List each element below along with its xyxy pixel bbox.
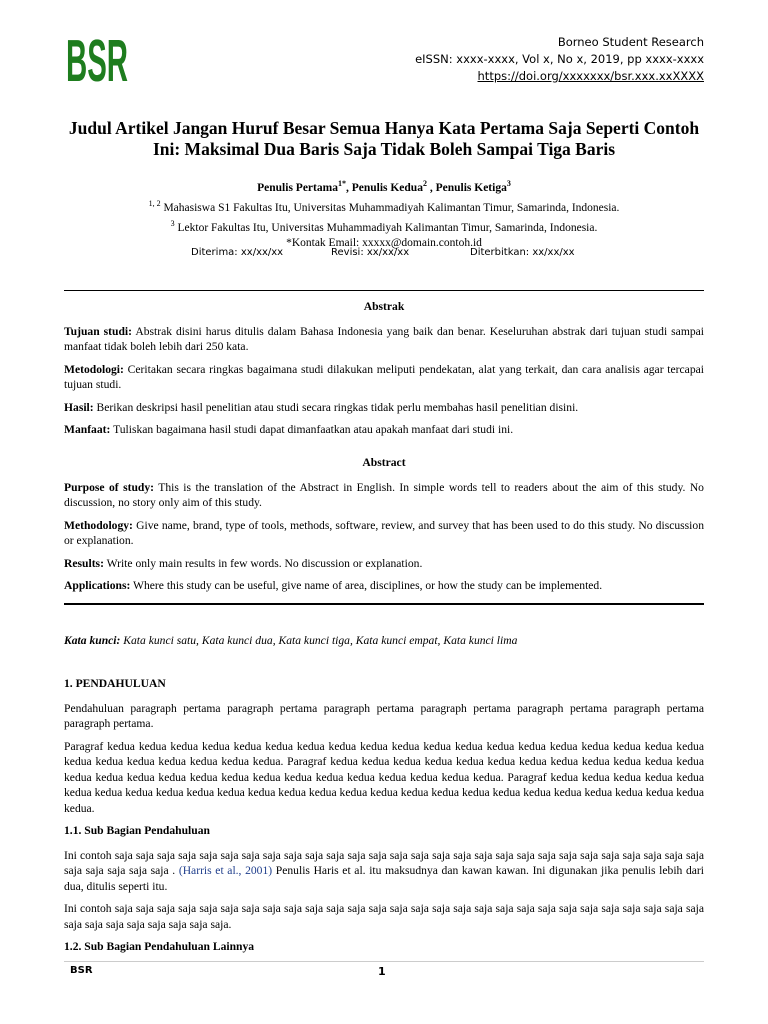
affiliation-1 xyxy=(64,196,704,216)
paragraph: Paragraf kedua kedua kedua kedua kedua kedua kedua kedua kedua kedua kedua kedua kedua kedua kedua kedua kedua kedua kedua kedua kedua kedua kedua kedua kedua kedua. Paragraf kedua kedua kedua kedua kedua kedua kedua kedua kedua kedua kedua kedua kedua kedua kedua kedua kedua kedua kedua kedua kedua kedua kedua kedua kedua kedua. Paragraf kedua kedua kedua kedua kedua kedua kedua kedua kedua kedua kedua kedua kedua kedua kedua kedua kedua kedua kedua kedua kedua kedua kedua kedua kedua kedua kedua. xyxy=(64,739,704,815)
author-3: , Penulis Ketiga xyxy=(426,181,507,194)
author-3-sup: 3 xyxy=(506,179,511,188)
keywords xyxy=(64,634,704,647)
citation-link[interactable]: (Harris et al., 2001) xyxy=(178,864,273,877)
paragraph xyxy=(64,848,704,895)
author-1-sup: 1* xyxy=(337,179,346,188)
affiliation-1-text: Mahasiswa S1 Fakultas Itu, Universitas Muhammadiyah Kalimantan Timur, Samarinda, Indonesia. xyxy=(163,201,620,214)
date-revised: Revisi: xx/xx/xx xyxy=(331,247,410,258)
subsection-heading: 1.1. Sub Bagian Pendahuluan xyxy=(64,824,210,837)
author-2-sup: 2 xyxy=(422,179,427,188)
author-names xyxy=(64,176,704,196)
abstract-text: This is the translation of the Abstract in English. In simple words tell to readers about the aim of this study. No discussion, no story only aim of this study. xyxy=(64,480,704,509)
abstrak-label: Hasil: xyxy=(64,400,94,414)
abstrak-section xyxy=(64,299,704,445)
abstrak-text: Tuliskan bagaimana hasil studi dapat dimanfaatkan atau apakah manfaat dari studi ini. xyxy=(110,423,514,436)
author-1: Penulis Pertama xyxy=(257,181,338,194)
section-heading: 1. PENDAHULUAN xyxy=(64,677,166,690)
abstrak-heading: Abstrak xyxy=(363,300,405,313)
abstract-section xyxy=(64,455,704,601)
keywords-text: Kata kunci satu, Kata kunci dua, Kata kunci tiga, Kata kunci empat, Kata kunci lima xyxy=(120,634,518,647)
contact-email: *Kontak Email: xxxxx@domain.contoh.id xyxy=(286,237,482,250)
paragraph-text: Penulis Haris et al. itu maksudnya dan kawan kawan. Ini digunakan jika penulis lebih dari dua, ditulis seperti itu. xyxy=(64,864,704,893)
author-2: , Penulis Kedua xyxy=(345,181,423,194)
page-number: 1 xyxy=(378,965,386,978)
date-received: Diterima: xx/xx/xx xyxy=(191,247,284,258)
abstract-item xyxy=(64,480,704,511)
abstrak-label: Tujuan studi: xyxy=(64,324,132,338)
author-block xyxy=(64,176,704,251)
article-title: Judul Artikel Jangan Huruf Besar Semua Hanya Kata Pertama Saja Seperti Contoh Ini: Maksimal Dua Baris Saja Tidak Boleh Sampai Tiga Baris xyxy=(68,118,700,159)
divider-top xyxy=(64,290,704,291)
footer-journal: BSR xyxy=(70,965,93,976)
keywords-label: Kata kunci: xyxy=(64,634,121,647)
abstract-label: Purpose of study: xyxy=(64,480,155,494)
journal-name: Borneo Student Research xyxy=(557,35,704,49)
affiliation-2 xyxy=(64,216,704,236)
abstract-text: Where this study can be useful, give name of area, disciplines, or how the study can be implemented. xyxy=(130,579,603,592)
abstract-label: Applications: xyxy=(64,579,131,592)
bsr-logo xyxy=(66,26,128,95)
abstrak-text: Abstrak disini harus ditulis dalam Bahasa Indonesia yang baik dan benar. Keseluruhan abstrak dari tujuan studi sampai manfaat tidak boleh lebih dari 250 kata. xyxy=(64,324,705,353)
affiliation-1-sup: 1, 2 xyxy=(148,198,161,208)
paragraph-text: Ini contoh saja saja saja saja saja saja saja saja saja saja saja saja saja saja saja saja saja saja saja saja saja saja saja saja saja saja saja saja saja saja saja saja saja . xyxy=(64,848,704,877)
abstrak-item xyxy=(64,362,704,393)
journal-issn: eISSN: xxxx-xxxx, Vol x, No x, 2019, pp xxxx-xxxx xyxy=(415,52,704,66)
affiliation-2-text: Lektor Fakultas Itu, Universitas Muhammadiyah Kalimantan Timur, Samarinda, Indonesia. xyxy=(177,221,598,234)
abstract-text: Write only main results in few words. No discussion or explanation. xyxy=(103,556,423,570)
abstract-label: Methodology: xyxy=(64,518,133,532)
abstrak-item xyxy=(64,422,704,438)
paragraph: Pendahuluan paragraph pertama paragraph pertama paragraph pertama paragraph pertama paragraph pertama paragraph pertama paragraph pertama. xyxy=(64,701,704,730)
abstrak-text: Berikan deskripsi hasil penelitian atau studi secara ringkas tidak perlu membahas hasil penelitian disini. xyxy=(93,400,579,414)
abstrak-text: Ceritakan secara ringkas bagaimana studi dilakukan meliputi pendekatan, alat yang terkait, dan cara analisis agar tercapai tujuan studi. xyxy=(64,362,704,391)
subsection-heading: 1.2. Sub Bagian Pendahuluan Lainnya xyxy=(64,940,255,953)
date-published: Diterbitkan: xx/xx/xx xyxy=(470,247,575,258)
journal-header xyxy=(415,34,704,85)
affiliation-2-sup: 3 xyxy=(170,218,175,228)
abstract-item xyxy=(64,518,704,549)
abstract-item xyxy=(64,578,704,594)
abstrak-item xyxy=(64,324,704,355)
abstract-item xyxy=(64,556,704,572)
body-section xyxy=(64,676,704,964)
abstract-text: Give name, brand, type of tools, methods, software, review, and survey that has been used to do this study. No discussion or explanation. xyxy=(64,518,704,547)
abstrak-item xyxy=(64,400,704,416)
abstract-label: Results: xyxy=(64,556,104,570)
bsr-logo-text: BSR xyxy=(66,26,128,95)
divider-bottom xyxy=(64,603,704,605)
doi-link[interactable]: https://doi.org/xxxxxxx/bsr.xxx.xxXXXX xyxy=(477,69,704,83)
abstrak-label: Metodologi: xyxy=(64,362,124,376)
abstract-heading: Abstract xyxy=(362,456,406,469)
abstrak-label: Manfaat: xyxy=(64,423,111,436)
footer-divider xyxy=(64,961,704,962)
paragraph: Ini contoh saja saja saja saja saja saja saja saja saja saja saja saja saja saja saja saja saja saja saja saja saja saja saja saja saja saja saja saja saja saja saja saja saja saja saja saja. xyxy=(64,902,704,931)
